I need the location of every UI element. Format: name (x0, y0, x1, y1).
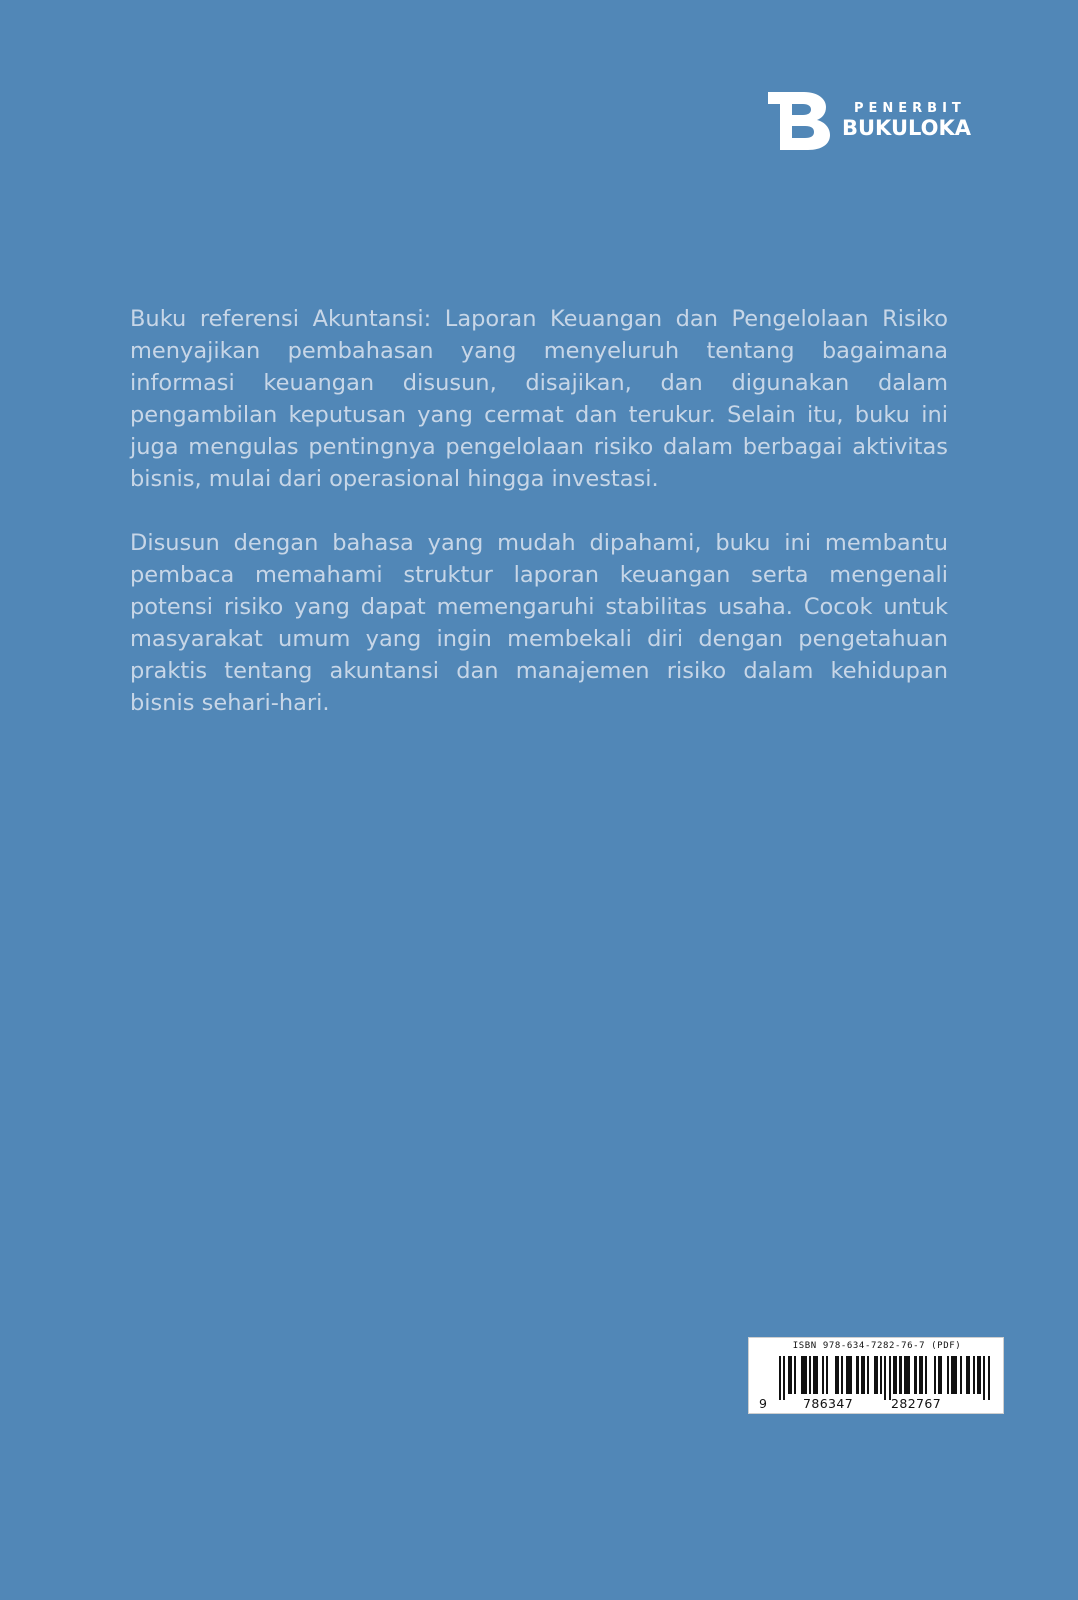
barcode-bar (925, 1356, 927, 1394)
barcode-bar (861, 1356, 865, 1394)
barcode-bar (884, 1356, 886, 1400)
barcode-bar (841, 1356, 843, 1394)
barcode-bar (934, 1356, 936, 1394)
blurb-paragraph: Disusun dengan bahasa yang mudah dipahami, buku ini membantu pembaca memahami struktur laporan keuangan serta mengenali potensi risiko yang dapat memengaruhi stabilitas usaha. Cocok untuk masyarakat umum yang ingin membekali diri dengan pengetahuan praktis tentang akuntansi dan manajemen risiko dalam kehidupan bisnis sehari-hari. (130, 530, 948, 716)
barcode-bar (966, 1356, 970, 1394)
barcode-bar (783, 1356, 785, 1400)
barcode-bar (835, 1356, 839, 1394)
barcode-bar (988, 1356, 990, 1400)
barcode-bar (919, 1356, 923, 1394)
barcode-bar (938, 1356, 942, 1394)
barcode-bar (826, 1356, 828, 1394)
barcode-bar (983, 1356, 985, 1400)
barcode-bar (809, 1356, 811, 1394)
barcode-bar (788, 1356, 792, 1394)
barcode-bar (951, 1356, 957, 1394)
barcode-bar (822, 1356, 824, 1394)
barcode-bar (813, 1356, 817, 1394)
book-blurb (130, 303, 948, 751)
barcode-bar (889, 1356, 891, 1400)
barcode-bar (794, 1356, 796, 1394)
barcode-bar (874, 1356, 878, 1394)
publisher-logo (768, 92, 990, 150)
barcode-bar (960, 1356, 962, 1394)
isbn-barcode (748, 1337, 1004, 1414)
barcode-bar (867, 1356, 869, 1394)
isbn-label: ISBN 978-634-7282-76-7 (PDF) (792, 1341, 962, 1351)
barcode-digits-right: 282767 (891, 1396, 942, 1411)
barcode-bar (904, 1356, 910, 1394)
barcode-bars (779, 1356, 975, 1394)
publisher-label-big: BUKULOKA (842, 116, 972, 140)
barcode-digits-left: 786347 (803, 1396, 854, 1411)
barcode-bar (779, 1356, 781, 1400)
barcode-bar (914, 1356, 916, 1394)
barcode-bar (856, 1356, 858, 1394)
barcode-bar (846, 1356, 852, 1394)
barcode-bar (801, 1356, 807, 1394)
logo-b-icon (768, 92, 832, 150)
barcode-bar (899, 1356, 901, 1394)
barcode-digit-first: 9 (759, 1396, 767, 1411)
barcode-bar (893, 1356, 897, 1394)
blurb-paragraph: Buku referensi Akuntansi: Laporan Keuangan dan Pengelolaan Risiko menyajikan pembahasan yang menyeluruh tentang bagaimana informasi keuangan disusun, disajikan, dan digunakan dalam pengambilan keputusan yang cermat dan terukur. Selain itu, buku ini juga mengulas pentingnya pengelolaan risiko dalam berbagai aktivitas bisnis, mulai dari operasional hingga investasi. (130, 306, 948, 492)
barcode-bar (973, 1356, 975, 1394)
publisher-label-small: PENERBIT (854, 101, 966, 116)
barcode-bar (947, 1356, 949, 1394)
barcode-bar (977, 1356, 981, 1394)
barcode-bar (880, 1356, 882, 1394)
